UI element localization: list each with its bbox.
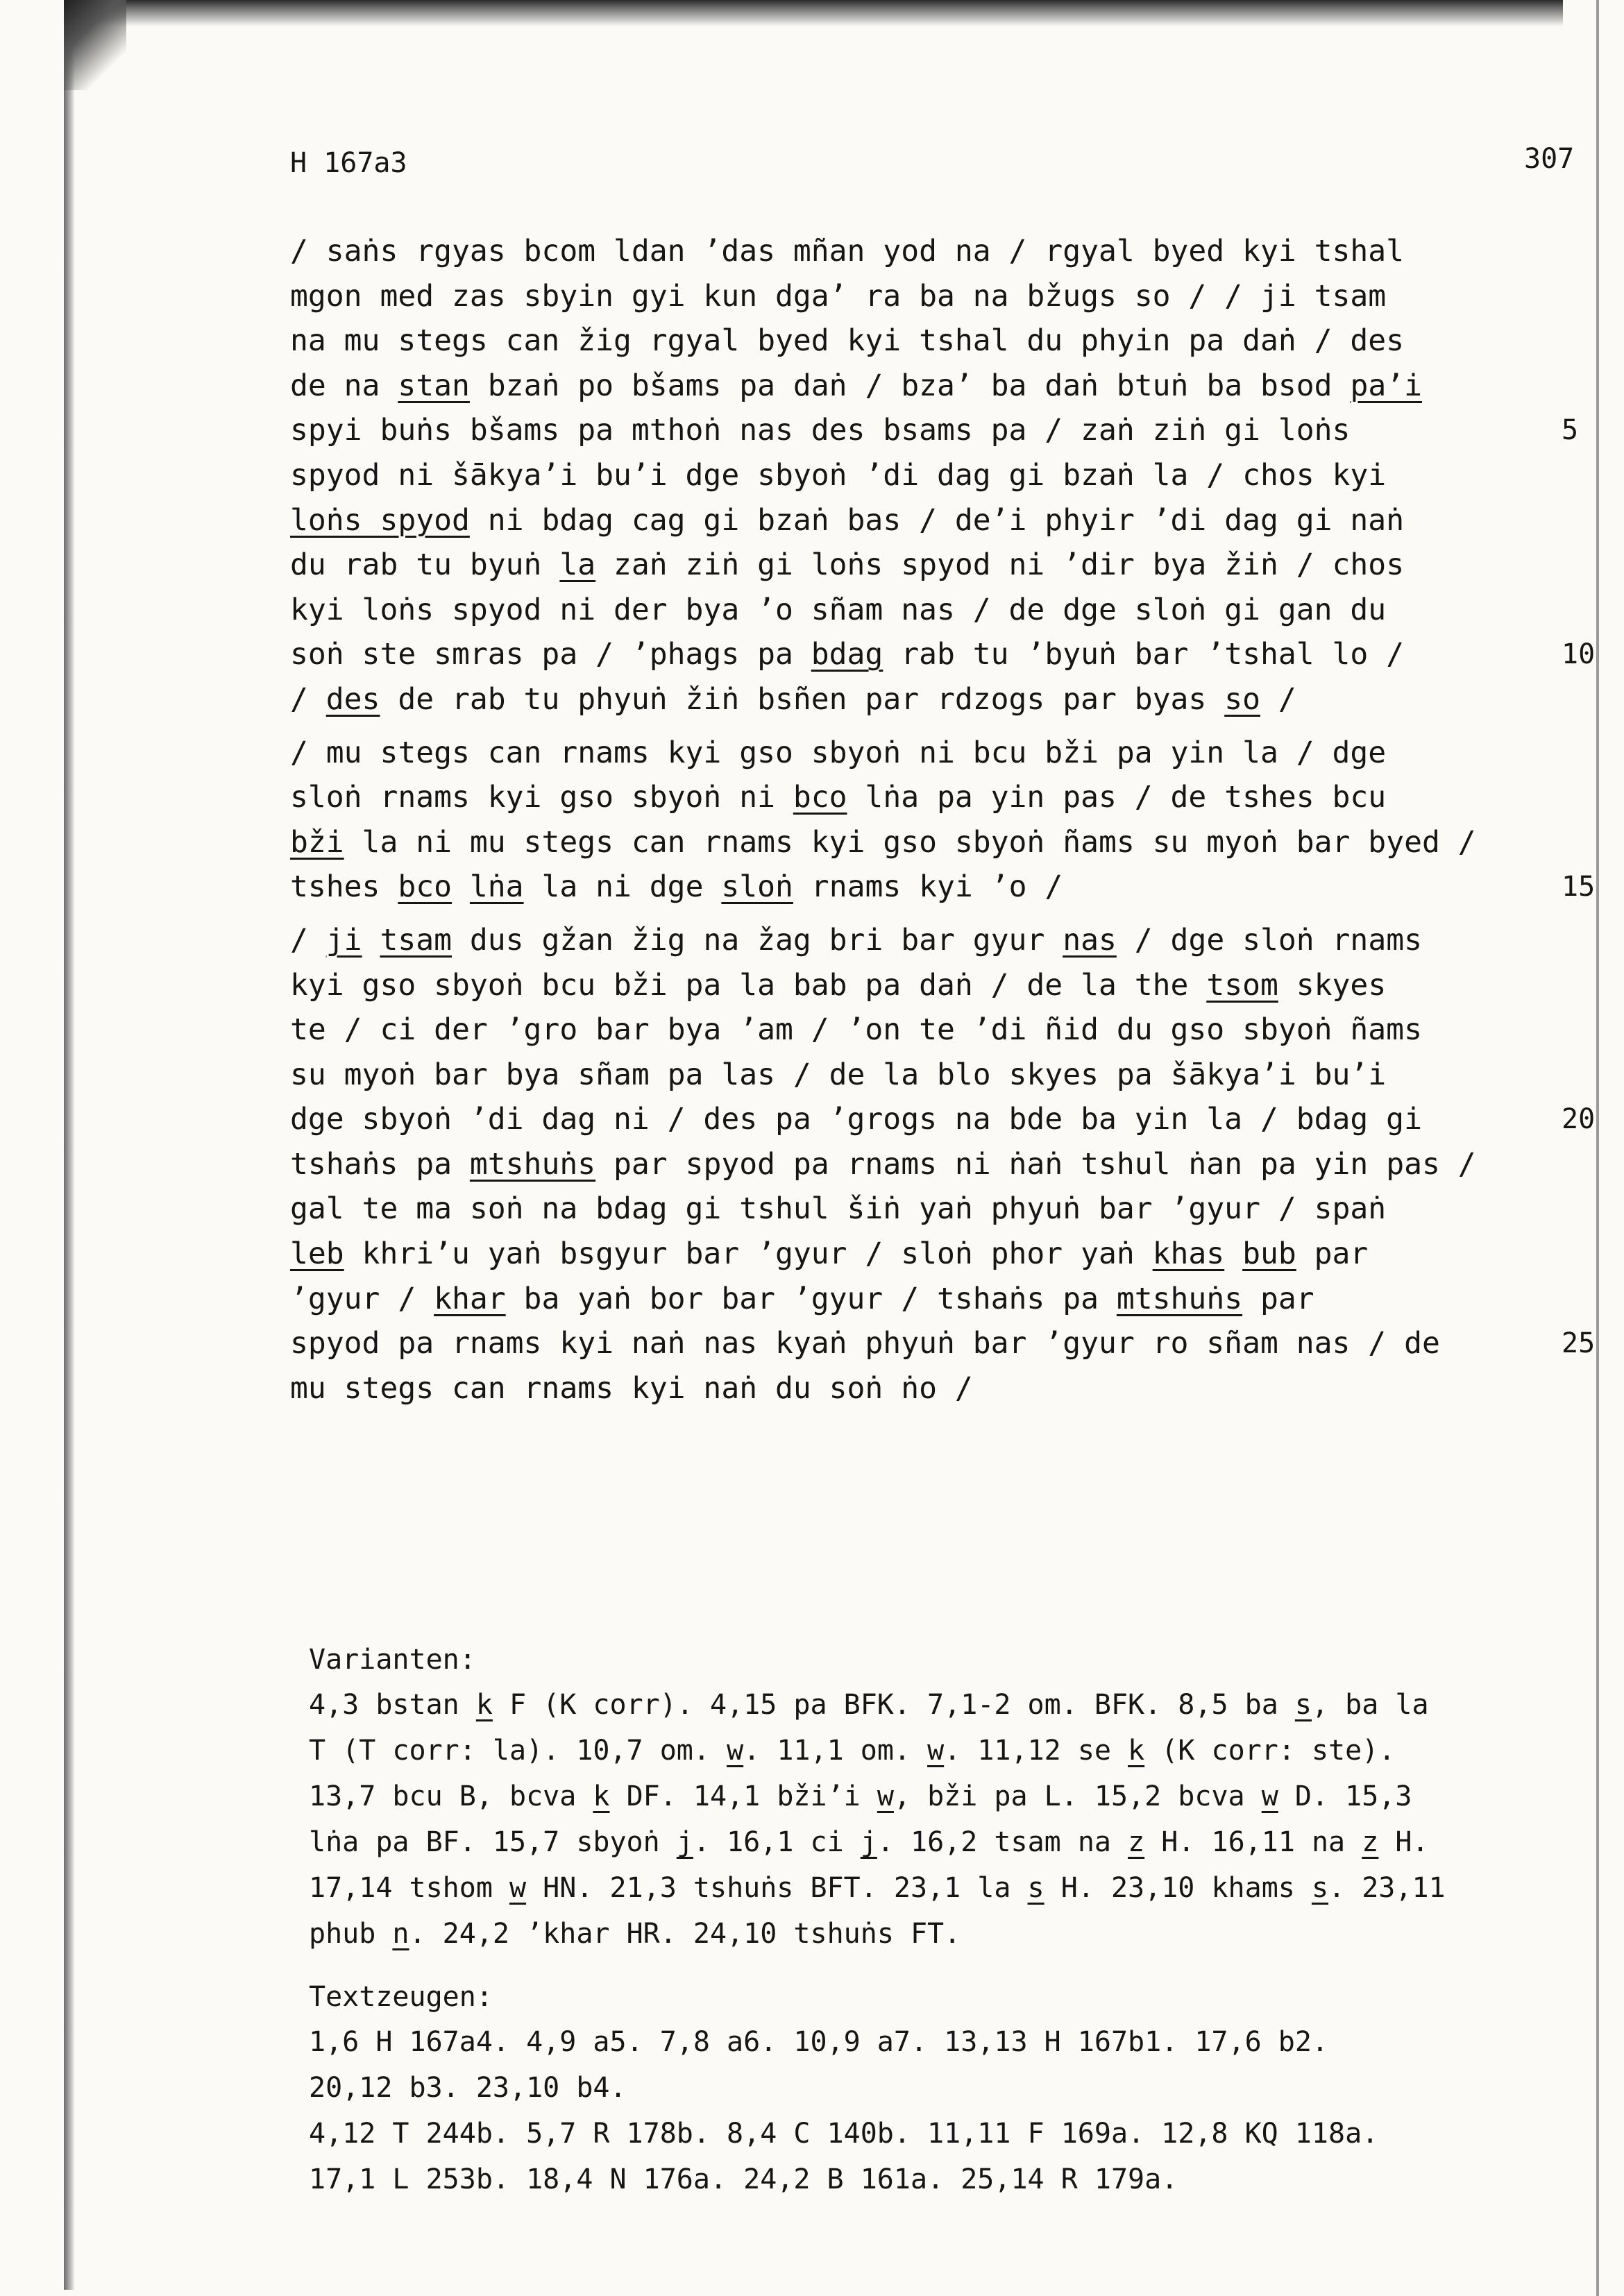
text-run: de rab tu phyuṅ žiṅ bsñen par rdzogs par byas bbox=[380, 681, 1225, 717]
underlined-reading: bži bbox=[290, 824, 344, 860]
underlined-reading: s bbox=[1311, 1872, 1329, 1904]
variant-line bbox=[309, 1865, 1600, 1911]
text-run: la ni mu stegs can rnams kyi gso sbyoṅ ñams su myoṅ bar byed / bbox=[344, 824, 1476, 860]
section-spacer bbox=[309, 1957, 1600, 1975]
text-run: par spyod pa rnams ni ṅaṅ tshul ṅan pa yin pas / bbox=[595, 1146, 1476, 1182]
variants-heading: Varianten: bbox=[309, 1644, 476, 1676]
underlined-reading: w bbox=[509, 1872, 527, 1904]
text-run: gal te ma soṅ na bdag gi tshul šiṅ yaṅ phyuṅ bar ’gyur / spaṅ bbox=[290, 1191, 1387, 1227]
text-run: dus gžan žig na žag bri bar gyur bbox=[452, 922, 1063, 958]
underlined-reading: k bbox=[1128, 1735, 1145, 1767]
underlined-reading: tsam bbox=[380, 922, 452, 958]
text-line bbox=[290, 1321, 1609, 1366]
text-run: / dge sloṅ rnams bbox=[1116, 922, 1422, 958]
text-run bbox=[1224, 1236, 1242, 1271]
underlined-reading: loṅs spyod bbox=[290, 502, 470, 538]
text-run: ni bdag cag gi bzaṅ bas / de’i phyir ’di dag gi naṅ bbox=[469, 502, 1405, 538]
text-run: . 16,1 ci bbox=[693, 1826, 861, 1858]
variants-list bbox=[309, 1682, 1600, 1957]
text-run: / mu stegs can rnams kyi gso sbyoṅ ni bcu bži pa yin la / dge bbox=[290, 735, 1387, 770]
text-run: la ni dge bbox=[523, 869, 722, 905]
text-run: kyi loṅs spyod ni der bya ’o sñam nas / de dge sloṅ gi gan du bbox=[290, 592, 1387, 627]
text-run: par bbox=[1296, 1236, 1369, 1272]
text-line bbox=[290, 1277, 1609, 1322]
underlined-reading: lṅa bbox=[469, 869, 524, 905]
text-line bbox=[290, 1142, 1609, 1187]
text-run: rab tu ’byuṅ bar ’tshal lo / bbox=[883, 637, 1405, 672]
underlined-reading: bco bbox=[793, 780, 847, 815]
text-line bbox=[290, 408, 1609, 453]
text-run: rnams kyi ’o / bbox=[793, 869, 1063, 905]
variant-line bbox=[309, 1728, 1600, 1774]
text-run: khri’u yaṅ bsgyur bar ’gyur / sloṅ phor yaṅ bbox=[344, 1236, 1153, 1272]
text-run: na mu stegs can žig rgyal byed kyi tshal du phyin pa daṅ / des bbox=[290, 323, 1405, 359]
line-number: 15 bbox=[1562, 871, 1596, 903]
underlined-reading: des bbox=[325, 681, 380, 717]
underlined-reading: bco bbox=[398, 869, 452, 905]
underlined-reading: leb bbox=[290, 1236, 344, 1272]
text-run: spyi buṅs bšams pa mthoṅ nas des bsams pa / zaṅ ziṅ gi loṅs bbox=[290, 413, 1351, 448]
text-run: bzaṅ po bšams pa daṅ / bza’ ba daṅ btuṅ ba bsod bbox=[469, 368, 1351, 403]
underlined-reading: w bbox=[927, 1735, 945, 1767]
text-line bbox=[290, 918, 1609, 963]
underlined-reading: nas bbox=[1063, 922, 1117, 958]
text-run: , bži pa L. 15,2 bcva bbox=[893, 1780, 1262, 1812]
variant-line bbox=[309, 1774, 1600, 1819]
underlined-reading: pa’i bbox=[1350, 368, 1422, 403]
underlined-reading: khar bbox=[434, 1281, 506, 1316]
text-run: soṅ ste smras pa / ’phags pa bbox=[290, 637, 811, 672]
underlined-reading: bdag bbox=[811, 637, 883, 672]
underlined-reading: w bbox=[727, 1735, 744, 1767]
text-run: tshes bbox=[290, 869, 398, 905]
underlined-reading: w bbox=[877, 1780, 894, 1812]
text-line bbox=[290, 1007, 1609, 1053]
text-run: T (T corr: la). 10,7 om. bbox=[309, 1735, 727, 1767]
text-run: par bbox=[1242, 1281, 1314, 1316]
text-run: skyes bbox=[1278, 967, 1387, 1003]
underlined-reading: mtshuṅs bbox=[1116, 1281, 1243, 1316]
underlined-reading: mtshuṅs bbox=[469, 1146, 596, 1182]
underlined-reading: w bbox=[1261, 1780, 1278, 1812]
text-run: , ba la bbox=[1311, 1689, 1429, 1721]
text-run: / bbox=[1260, 681, 1296, 717]
scan-page-corner bbox=[64, 0, 126, 90]
underlined-reading: bub bbox=[1242, 1236, 1296, 1272]
text-line bbox=[290, 677, 1609, 722]
text-line bbox=[290, 364, 1609, 409]
text-run: du rab tu byuṅ bbox=[290, 547, 560, 583]
text-run: DF. 14,1 bži’i bbox=[609, 1780, 877, 1812]
text-run: H. bbox=[1378, 1826, 1429, 1858]
text-line bbox=[290, 543, 1609, 588]
underlined-reading: so bbox=[1224, 681, 1260, 717]
variant-line bbox=[309, 1819, 1600, 1865]
text-run: H. 16,11 na bbox=[1144, 1826, 1362, 1858]
text-line bbox=[290, 1187, 1609, 1232]
text-run: 4,3 bstan bbox=[309, 1689, 476, 1721]
text-run: tshaṅs pa bbox=[290, 1146, 470, 1182]
text-run: lṅa pa yin pas / de tshes bcu bbox=[847, 780, 1387, 815]
text-run: . 23,11 bbox=[1328, 1872, 1446, 1904]
text-line bbox=[290, 229, 1609, 274]
text-line bbox=[290, 1053, 1609, 1098]
underlined-reading: k bbox=[475, 1689, 493, 1721]
text-line bbox=[290, 318, 1609, 364]
underlined-reading: s bbox=[1027, 1872, 1044, 1904]
witnesses-heading: Textzeugen: bbox=[309, 1981, 493, 2013]
text-run: ba yaṅ bor bar ’gyur / tshaṅs pa bbox=[505, 1281, 1117, 1316]
underlined-reading: s bbox=[1294, 1689, 1312, 1721]
witnesses-list bbox=[309, 2019, 1600, 2202]
text-line bbox=[290, 1097, 1609, 1142]
text-run bbox=[362, 923, 380, 958]
text-line bbox=[290, 274, 1609, 319]
text-run: . 11,1 om. bbox=[743, 1735, 928, 1767]
underlined-reading: j bbox=[860, 1826, 877, 1858]
text-line bbox=[290, 865, 1609, 910]
text-run: ’gyur / bbox=[290, 1281, 434, 1316]
line-number: 20 bbox=[1562, 1103, 1596, 1136]
text-run: te / ci der ’gro bar bya ’am / ’on te ’di ñid du gso sbyoṅ ñams bbox=[290, 1012, 1422, 1048]
scan-page-edge-top bbox=[64, 0, 1563, 26]
text-run: dge sbyoṅ ’di dag ni / des pa ’grogs na bde ba yin la / bdag gi bbox=[290, 1102, 1422, 1137]
underlined-reading: sloṅ bbox=[721, 869, 793, 905]
line-number: 25 bbox=[1562, 1327, 1596, 1360]
line-number: 5 bbox=[1562, 414, 1579, 447]
page-number: 307 bbox=[1524, 143, 1575, 175]
text-run: F (K corr). 4,15 pa BFK. 7,1-2 om. BFK. 8,5 ba bbox=[492, 1689, 1295, 1721]
text-run: . 11,12 se bbox=[944, 1735, 1128, 1767]
scan-page-edge-left bbox=[64, 14, 75, 2290]
text-run bbox=[452, 869, 470, 904]
underlined-reading: z bbox=[1128, 1826, 1145, 1858]
underlined-reading: khas bbox=[1152, 1236, 1225, 1272]
underlined-reading: stan bbox=[398, 368, 470, 403]
text-run: (K corr: ste). bbox=[1144, 1735, 1396, 1767]
text-run: H. 23,10 khams bbox=[1044, 1872, 1312, 1904]
text-run: spyod ni šākya’i bu’i dge sbyoṅ ’di dag gi bzaṅ la / chos kyi bbox=[290, 457, 1387, 493]
text-run: 13,7 bcu B, bcva bbox=[309, 1780, 593, 1812]
underlined-reading: j bbox=[676, 1826, 693, 1858]
underlined-reading: la bbox=[559, 547, 596, 583]
critical-apparatus bbox=[309, 1638, 1600, 2202]
page-header-siglum: H 167a3 bbox=[290, 147, 407, 179]
text-line bbox=[290, 1232, 1609, 1277]
variant-line bbox=[309, 1682, 1600, 1728]
text-run: / bbox=[290, 922, 326, 958]
line-number: 10 bbox=[1562, 638, 1596, 671]
text-paragraph bbox=[290, 229, 1609, 722]
text-run: spyod pa rnams kyi naṅ nas kyaṅ phyuṅ bar ’gyur ro sñam nas / de bbox=[290, 1326, 1440, 1361]
text-run: / saṅs rgyas bcom ldan ’das mñan yod na / rgyal byed kyi tshal bbox=[290, 234, 1405, 269]
witness-line: 20,12 b3. 23,10 b4. bbox=[309, 2072, 627, 2104]
underlined-reading: k bbox=[593, 1780, 610, 1812]
text-run: lṅa pa BF. 15,7 sbyoṅ bbox=[309, 1826, 677, 1858]
text-paragraph bbox=[290, 918, 1609, 1411]
text-run: 17,14 tshom bbox=[309, 1872, 509, 1904]
text-run: sloṅ rnams kyi gso sbyoṅ ni bbox=[290, 780, 793, 815]
text-run: HN. 21,3 tshuṅs BFT. 23,1 la bbox=[526, 1872, 1028, 1904]
text-run: de na bbox=[290, 368, 398, 403]
underlined-reading: ji bbox=[325, 922, 362, 958]
text-run: . 16,2 tsam na bbox=[877, 1826, 1128, 1858]
text-run: su myoṅ bar bya sñam pa las / de la blo skyes pa šākya’i bu’i bbox=[290, 1057, 1387, 1092]
text-paragraph bbox=[290, 731, 1609, 910]
text-run: / bbox=[290, 681, 326, 717]
witness-line: 4,12 T 244b. 5,7 R 178b. 8,4 C 140b. 11,11 F 169a. 12,8 KQ 118a. bbox=[309, 2118, 1379, 2150]
text-line bbox=[290, 588, 1609, 633]
text-run: mu stegs can rnams kyi naṅ du soṅ ṅo / bbox=[290, 1370, 973, 1406]
variant-line bbox=[309, 1911, 1600, 1957]
tibetan-text-body bbox=[290, 229, 1609, 1419]
text-line bbox=[290, 963, 1609, 1008]
text-run: kyi gso sbyoṅ bcu bži pa la bab pa daṅ / de la the bbox=[290, 967, 1207, 1003]
text-run: mgon med zas sbyin gyi kun dga’ ra ba na bžugs so / / ji tsam bbox=[290, 278, 1387, 314]
text-line bbox=[290, 498, 1609, 543]
text-run: phub bbox=[309, 1918, 393, 1950]
text-line bbox=[290, 731, 1609, 776]
text-run: . 24,2 ’khar HR. 24,10 tshuṅs FT. bbox=[409, 1918, 961, 1950]
text-run: D. 15,3 bbox=[1278, 1780, 1412, 1812]
witness-line: 17,1 L 253b. 18,4 N 176a. 24,2 B 161a. 25,14 R 179a. bbox=[309, 2163, 1178, 2195]
text-run: zaṅ ziṅ gi loṅs spyod ni ’dir bya žiṅ / chos bbox=[595, 547, 1405, 583]
underlined-reading: tsom bbox=[1206, 967, 1278, 1003]
text-line bbox=[290, 1366, 1609, 1411]
underlined-reading: n bbox=[392, 1918, 409, 1950]
text-line bbox=[290, 820, 1609, 865]
witness-line: 1,6 H 167a4. 4,9 a5. 7,8 a6. 10,9 a7. 13,13 H 167b1. 17,6 b2. bbox=[309, 2026, 1329, 2058]
underlined-reading: z bbox=[1362, 1826, 1379, 1858]
text-line bbox=[290, 453, 1609, 498]
text-line bbox=[290, 632, 1609, 677]
text-line bbox=[290, 775, 1609, 820]
